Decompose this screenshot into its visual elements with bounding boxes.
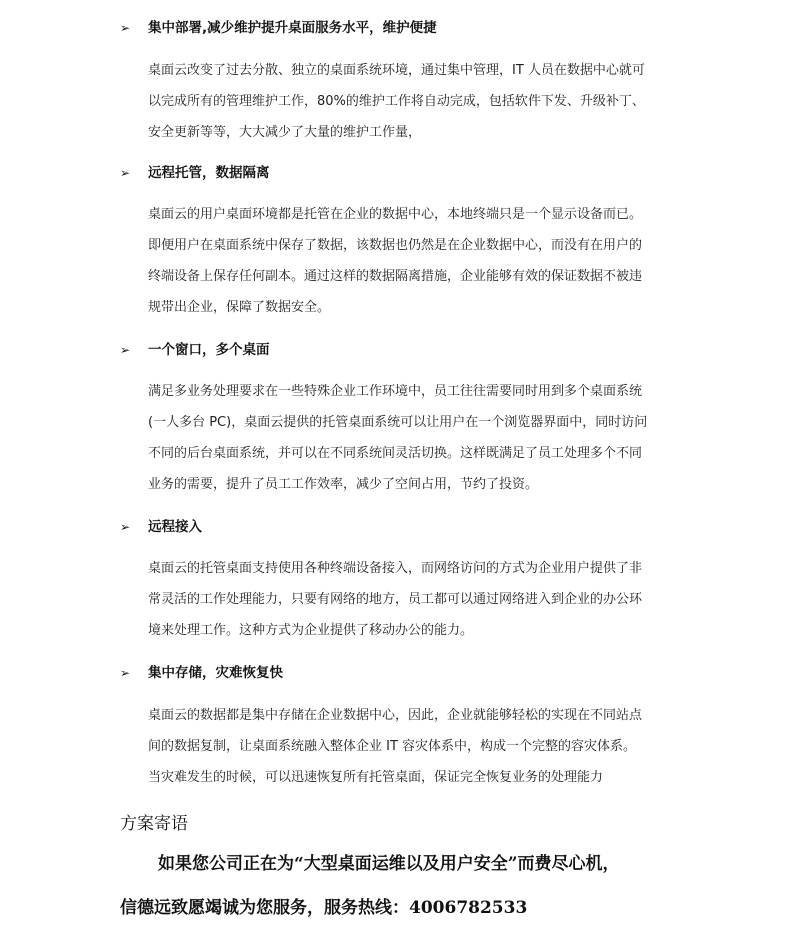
paragraph-line: 即便用户在桌面系统中保存了数据，该数据也仍然是在企业数据中心，而没有在用户的 xyxy=(148,238,643,253)
section-3-paragraph xyxy=(148,376,688,500)
paragraph-line: 安全更新等等，大大减少了大量的维护工作量， xyxy=(148,125,422,140)
bullet-arrow-icon: ➢ xyxy=(120,520,131,534)
paragraph-line: 以完成所有的管理维护工作，80%的维护工作将自动完成，包括软件下发、升级补丁、 xyxy=(148,94,645,109)
section-5-heading: 集中存储，灾难恢复快 xyxy=(148,665,283,681)
section-5-header xyxy=(0,662,793,684)
section-1-paragraph xyxy=(148,55,688,148)
section-4-paragraph xyxy=(148,553,688,646)
bullet-arrow-icon: ➢ xyxy=(120,343,131,357)
section-1-heading: 集中部署,减少维护提升桌面服务水平，维护便捷 xyxy=(148,20,437,36)
section-4-heading: 远程接入 xyxy=(148,519,202,535)
section-2-paragraph xyxy=(148,199,688,323)
paragraph-line: 桌面云改变了过去分散、独立的桌面系统环境，通过集中管理，IT 人员在数据中心就可 xyxy=(148,63,645,78)
paragraph-line: 当灾难发生的时候，可以迅速恢复所有托管桌面，保证完全恢复业务的处理能力 xyxy=(148,770,604,785)
section-3-header xyxy=(0,339,793,361)
paragraph-line: 业务的需要，提升了员工工作效率，减少了空间占用，节约了投资。 xyxy=(148,477,539,492)
section-1-header xyxy=(0,17,793,39)
paragraph-line: 规带出企业，保障了数据安全。 xyxy=(148,300,331,315)
paragraph-line: 满足多业务处理要求在一些特殊企业工作环境中，员工往往需要同时用到多个桌面系统 xyxy=(148,384,643,399)
closing-title: 方案寄语 xyxy=(120,814,188,834)
section-4-header xyxy=(0,516,793,538)
paragraph-line: (一人多台 PC)，桌面云提供的托管桌面系统可以让用户在一个浏览器界面中，同时访问 xyxy=(148,415,648,430)
section-2-header xyxy=(0,162,793,184)
paragraph-line: 桌面云的托管桌面支持使用各种终端设备接入，而网络访问的方式为企业用户提供了非 xyxy=(148,561,643,576)
paragraph-line: 间的数据复制，让桌面系统融入整体企业 IT 容灾体系中，构成一个完整的容灾体系。 xyxy=(148,739,637,754)
paragraph-line: 桌面云的用户桌面环境都是托管在企业的数据中心，本地终端只是一个显示设备而已。 xyxy=(148,207,643,222)
bullet-arrow-icon: ➢ xyxy=(120,21,131,35)
closing-line-1: 如果您公司正在为“大型桌面运维以及用户安全”而费尽心机， xyxy=(158,854,620,874)
paragraph-line: 不同的后台桌面系统，并可以在不同系统间灵活切换。这样既满足了员工处理多个不同 xyxy=(148,446,643,461)
section-5-paragraph xyxy=(148,700,688,793)
section-2-heading: 远程托管，数据隔离 xyxy=(148,165,270,181)
paragraph-line: 终端设备上保存任何副本。通过这样的数据隔离措施，企业能够有效的保证数据不被违 xyxy=(148,269,643,284)
bullet-arrow-icon: ➢ xyxy=(120,666,131,680)
paragraph-line: 常灵活的工作处理能力，只要有网络的地方，员工都可以通过网络进入到企业的办公环 xyxy=(148,592,643,607)
paragraph-line: 境来处理工作。这种方式为企业提供了移动办公的能力。 xyxy=(148,623,474,638)
closing-line-2: 信德远致愿竭诚为您服务，服务热线：4006782533 xyxy=(120,898,528,918)
bullet-arrow-icon: ➢ xyxy=(120,166,131,180)
paragraph-line: 桌面云的数据都是集中存储在企业数据中心，因此，企业就能够轻松的实现在不同站点 xyxy=(148,708,643,723)
section-3-heading: 一个窗口，多个桌面 xyxy=(148,342,270,358)
